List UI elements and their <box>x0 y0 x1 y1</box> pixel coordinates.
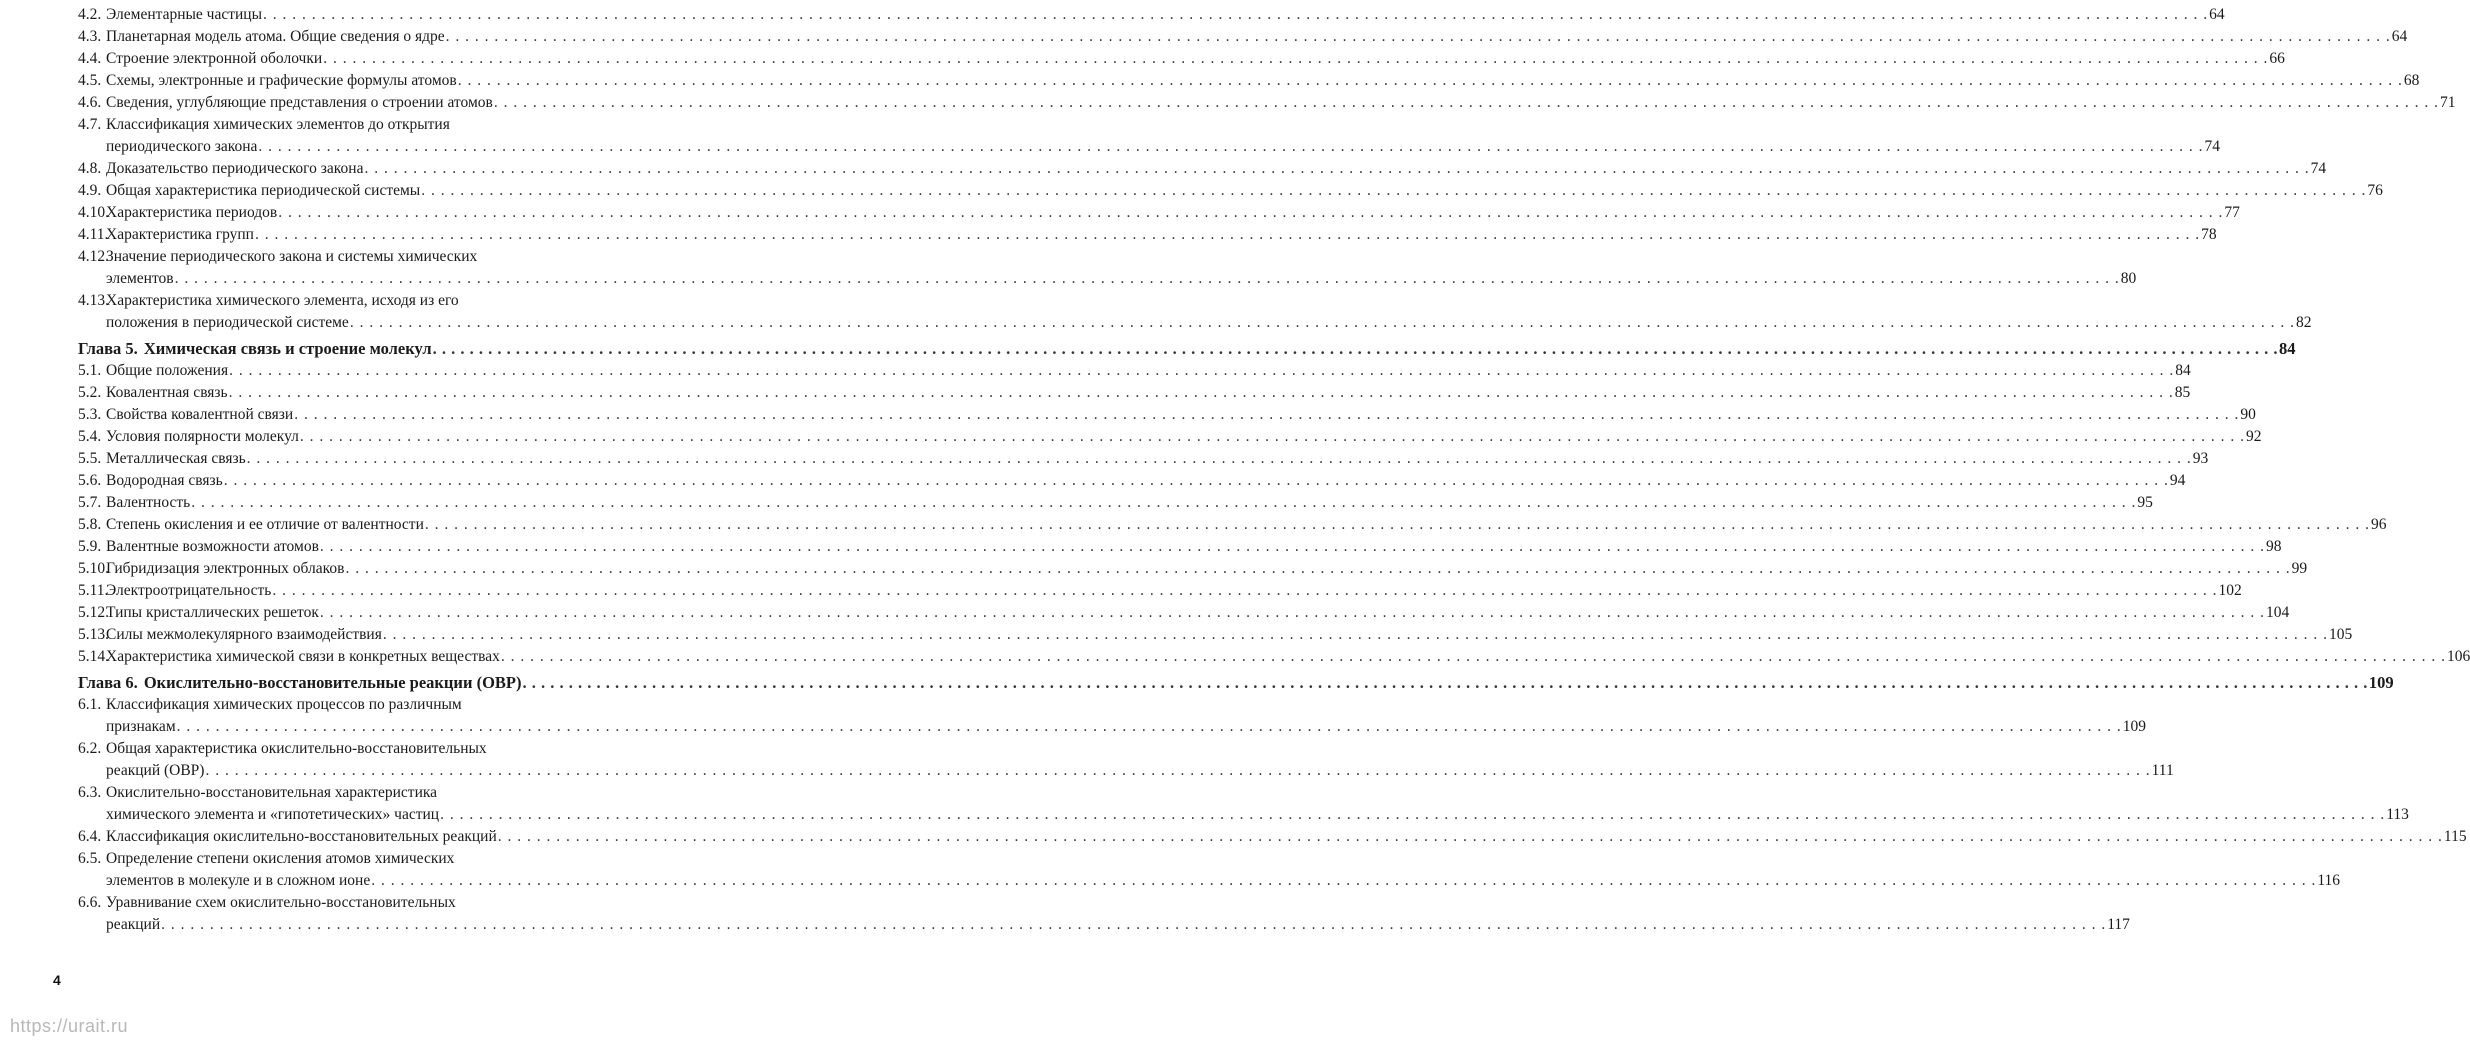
toc-entry-line <box>106 514 2387 536</box>
toc-page-number: 64 <box>2391 28 2408 45</box>
toc-entry-number: 4.13. <box>78 292 109 309</box>
toc-entry-number: 4.6. <box>78 94 102 111</box>
toc-page-number: 71 <box>2439 94 2456 111</box>
toc-section-entry <box>0 470 2186 492</box>
toc-entry-line <box>106 492 2153 514</box>
toc-section-entry <box>0 514 2387 536</box>
dot-leader: . . . . . . . . . . . . . . . . . . . . . . . . . . . . . . . . . . . . . . . . . . . . . . . . . . . . . . . . . . . . . . . . . . . . . . . . . . . . . . . . . . . . . . . . . . . . . . . . . . . . . . . . . . . . . . . . . . . . . . . . . . . . . . . . . . . . . . . . . . . . . . . . . . . . . . . . . . . . . . . . . . . . . . . . . . . . . . . . . . . . . . . . . . . . . . . . . . . . . . . . <box>228 384 2174 401</box>
toc-entry-number: Глава 6. <box>78 673 138 692</box>
toc-page-number: 96 <box>2371 516 2387 533</box>
toc-entry-number: 6.5. <box>78 850 102 867</box>
toc-section-entry <box>0 448 2209 470</box>
toc-entry-number: 5.1. <box>78 362 102 379</box>
toc-page-number: 64 <box>2209 6 2225 23</box>
toc-entry-title: Окислительно-восстановительная характеристика <box>106 784 438 801</box>
toc-entry-number: 5.12. <box>78 604 109 621</box>
toc-page-number: 117 <box>2107 916 2130 933</box>
toc-entry-line <box>106 870 2341 892</box>
toc-entry-title: Свойства ковалентной связи <box>106 406 294 423</box>
toc-chapter-entry <box>0 671 2394 694</box>
toc-page-number: 68 <box>2403 72 2420 89</box>
toc-entry-number: 5.4. <box>78 428 102 445</box>
toc-section-entry <box>0 624 2353 646</box>
toc-entry-title: Характеристика химической связи в конкретных веществах <box>106 648 500 665</box>
toc-section-entry <box>0 158 2327 180</box>
dot-leader: . . . . . . . . . . . . . . . . . . . . . . . . . . . . . . . . . . . . . . . . . . . . . . . . . . . . . . . . . . . . . . . . . . . . . . . . . . . . . . . . . . . . . . . . . . . . . . . . . . . . . . . . . . . . . . . . . . . . . . . . . . . . . . . . . . . . . . . . . . . . . . . . . . . . . . . . . . . . . . . . . . . . . . . . . . . . . . . . . . . . . . . . . . . . . . . . . . . . . . . . <box>424 516 2370 533</box>
toc-page-number: 92 <box>2246 428 2262 445</box>
watermark-url: https://urait.ru <box>10 1016 129 1036</box>
toc-page-number: 109 <box>2368 673 2394 692</box>
toc-entry-title: Определение степени окисления атомов химических <box>106 850 455 867</box>
toc-entry-title: Классификация окислительно-восстановительных реакций <box>106 828 497 845</box>
toc-page-number: 93 <box>2192 450 2209 467</box>
dot-leader: . . . . . . . . . . . . . . . . . . . . . . . . . . . . . . . . . . . . . . . . . . . . . . . . . . . . . . . . . . . . . . . . . . . . . . . . . . . . . . . . . . . . . . . . . . . . . . . . . . . . . . . . . . . . . . . . . . . . . . . . . . . . . . . . . . . . . . . . . . . . . . . . . . . . . . . . . . . . . . . . . . . . . . . . . . . . . . . . . . . . . . . . . . . . . . . . . . . . . . . . <box>457 72 2403 89</box>
toc-entry-title: Значение периодического закона и системы химических <box>106 248 478 265</box>
toc-section-entry <box>0 404 2256 426</box>
toc-page-number: 95 <box>2137 494 2153 511</box>
toc-page-number: 76 <box>2367 182 2383 199</box>
toc-entry-title: Химическая связь и строение молекул <box>143 339 432 358</box>
dot-leader: . . . . . . . . . . . . . . . . . . . . . . . . . . . . . . . . . . . . . . . . . . . . . . . . . . . . . . . . . . . . . . . . . . . . . . . . . . . . . . . . . . . . . . . . . . . . . . . . . . . . . . . . . . . . . . . . . . . . . . . . . . . . . . . . . . . . . . . . . . . . . . . . . . . . . . . . . . . . . . . . . . . . . . . . . . . . . . . . . . . . . . . . . . . . . . . . . . . . . . . . <box>432 339 2278 358</box>
toc-page-number: 82 <box>2295 314 2312 331</box>
toc-entry-line <box>106 914 2130 936</box>
toc-entry-number: Глава 5. <box>78 339 138 358</box>
toc-entry-line <box>106 48 2285 70</box>
toc-entry-number: 5.14. <box>78 648 109 665</box>
dot-leader: . . . . . . . . . . . . . . . . . . . . . . . . . . . . . . . . . . . . . . . . . . . . . . . . . . . . . . . . . . . . . . . . . . . . . . . . . . . . . . . . . . . . . . . . . . . . . . . . . . . . . . . . . . . . . . . . . . . . . . . . . . . . . . . . . . . . . . . . . . . . . . . . . . . . . . . . . . . . . . . . . . . . . . . . . . . . . . . . . . . . . . . . . . . . . . . . . . . . . . . . <box>258 138 2204 155</box>
toc-entry-line <box>106 360 2191 382</box>
toc-entry-line <box>106 426 2262 448</box>
dot-leader: . . . . . . . . . . . . . . . . . . . . . . . . . . . . . . . . . . . . . . . . . . . . . . . . . . . . . . . . . . . . . . . . . . . . . . . . . . . . . . . . . . . . . . . . . . . . . . . . . . . . . . . . . . . . . . . . . . . . . . . . . . . . . . . . . . . . . . . . . . . . . . . . . . . . . . . . . . . . . . . . . . . . . . . . . . . . . . . . . . . . . . . . . . . . . . . . . . . . . . . . <box>440 806 2386 823</box>
dot-leader: . . . . . . . . . . . . . . . . . . . . . . . . . . . . . . . . . . . . . . . . . . . . . . . . . . . . . . . . . . . . . . . . . . . . . . . . . . . . . . . . . . . . . . . . . . . . . . . . . . . . . . . . . . . . . . . . . . . . . . . . . . . . . . . . . . . . . . . . . . . . . . . . . . . . . . . . . . . . . . . . . . . . . . . . . . . . . . . . . . . . . . . . . . . . . . . . . . . . . . . . <box>500 648 2446 665</box>
toc-entry-number: 5.8. <box>78 516 102 533</box>
toc-entry-number: 4.12. <box>78 248 109 265</box>
dot-leader: . . . . . . . . . . . . . . . . . . . . . . . . . . . . . . . . . . . . . . . . . . . . . . . . . . . . . . . . . . . . . . . . . . . . . . . . . . . . . . . . . . . . . . . . . . . . . . . . . . . . . . . . . . . . . . . . . . . . . . . . . . . . . . . . . . . . . . . . . . . . . . . . . . . . . . . . . . . . . . . . . . . . . . . . . . . . . . . . . . . . . . . . . . . . . . . . . . . . . . . . <box>345 560 2291 577</box>
toc-entry-line <box>106 180 2383 202</box>
toc-page-number: 98 <box>2266 538 2282 555</box>
toc-entry-title: Планетарная модель атома. Общие сведения о ядре <box>106 28 445 45</box>
toc-entry-line <box>106 4 2225 26</box>
toc-entry-number: 4.8. <box>78 160 102 177</box>
dot-leader: . . . . . . . . . . . . . . . . . . . . . . . . . . . . . . . . . . . . . . . . . . . . . . . . . . . . . . . . . . . . . . . . . . . . . . . . . . . . . . . . . . . . . . . . . . . . . . . . . . . . . . . . . . . . . . . . . . . . . . . . . . . . . . . . . . . . . . . . . . . . . . . . . . . . . . . . . . . . . . . . . . . . . . . . . . . . . . . . . . . . . . . . . . . . . . . . . . . . . . . . <box>174 270 2120 287</box>
page-number: 4 <box>53 972 61 988</box>
toc-entry-title: реакций (ОВР) <box>106 762 205 779</box>
dot-leader: . . . . . . . . . . . . . . . . . . . . . . . . . . . . . . . . . . . . . . . . . . . . . . . . . . . . . . . . . . . . . . . . . . . . . . . . . . . . . . . . . . . . . . . . . . . . . . . . . . . . . . . . . . . . . . . . . . . . . . . . . . . . . . . . . . . . . . . . . . . . . . . . . . . . . . . . . . . . . . . . . . . . . . . . . . . . . . . . . . . . . . . . . . . . . . . . . . . . . . . . <box>278 204 2224 221</box>
toc-entry-title: Валентные возможности атомов <box>106 538 319 555</box>
toc-entry-line <box>106 404 2256 426</box>
toc-section-entry <box>0 4 2225 26</box>
toc-entry-line <box>106 268 2137 290</box>
toc-page-number: 116 <box>2317 872 2341 889</box>
toc-section-entry <box>0 246 2137 290</box>
toc-entry-title: периодического закона <box>106 138 258 155</box>
toc-page-number: 104 <box>2265 604 2290 621</box>
toc-page-number: 109 <box>2122 718 2146 735</box>
toc-entry-line <box>106 804 2409 826</box>
toc-section-entry <box>0 224 2217 246</box>
toc-page-number: 113 <box>2386 806 2409 823</box>
dot-leader: . . . . . . . . . . . . . . . . . . . . . . . . . . . . . . . . . . . . . . . . . . . . . . . . . . . . . . . . . . . . . . . . . . . . . . . . . . . . . . . . . . . . . . . . . . . . . . . . . . . . . . . . . . . . . . . . . . . . . . . . . . . . . . . . . . . . . . . . . . . . . . . . . . . . . . . . . . . . . . . . . . . . . . . . . . . . . . . . . . . . . . . . . . . . . . . . . . . . . . . . <box>272 582 2218 599</box>
toc-section-entry <box>0 580 2242 602</box>
toc-entry-line <box>106 826 2467 848</box>
toc-page-number: 78 <box>2201 226 2217 243</box>
dot-leader: . . . . . . . . . . . . . . . . . . . . . . . . . . . . . . . . . . . . . . . . . . . . . . . . . . . . . . . . . . . . . . . . . . . . . . . . . . . . . . . . . . . . . . . . . . . . . . . . . . . . . . . . . . . . . . . . . . . . . . . . . . . . . . . . . . . . . . . . . . . . . . . . . . . . . . . . . . . . . . . . . . . . . . . . . . . . . . . . . . . . . . . . . . . . . . . . . . . . . . . . <box>294 406 2240 423</box>
toc-entry-line <box>106 382 2191 404</box>
toc-entry-number: 4.4. <box>78 50 102 67</box>
toc-entry-line <box>106 602 2290 624</box>
toc-section-entry <box>0 360 2191 382</box>
toc-entry-title: признакам <box>106 718 176 735</box>
dot-leader: . . . . . . . . . . . . . . . . . . . . . . . . . . . . . . . . . . . . . . . . . . . . . . . . . . . . . . . . . . . . . . . . . . . . . . . . . . . . . . . . . . . . . . . . . . . . . . . . . . . . . . . . . . . . . . . . . . . . . . . . . . . . . . . . . . . . . . . . . . . . . . . . . . . . . . . . . . . . . . . . . . . . . . . . . . . . . . . . . . . . . . . . . . . . . . . . . . . . . . . . <box>382 626 2328 643</box>
toc-chapter-entry <box>0 337 2296 360</box>
toc-section-entry <box>0 646 2470 668</box>
toc-entry-line <box>106 716 2146 738</box>
toc-entry-title: Схемы, электронные и графические формулы атомов <box>106 72 457 89</box>
toc-entry-line <box>106 70 2420 92</box>
toc-entry-title: Общая характеристика окислительно-восстановительных <box>106 740 487 757</box>
toc-entry-title: элементов <box>106 270 174 287</box>
toc-entry-title: Валентность <box>106 494 191 511</box>
toc-section-entry <box>0 180 2383 202</box>
dot-leader: . . . . . . . . . . . . . . . . . . . . . . . . . . . . . . . . . . . . . . . . . . . . . . . . . . . . . . . . . . . . . . . . . . . . . . . . . . . . . . . . . . . . . . . . . . . . . . . . . . . . . . . . . . . . . . . . . . . . . . . . . . . . . . . . . . . . . . . . . . . . . . . . . . . . . . . . . . . . . . . . . . . . . . . . . . . . . . . . . . . . . . . . . . . . . . . . . . . . . . . . <box>299 428 2246 445</box>
toc-section-entry <box>0 782 2409 826</box>
toc-section-entry <box>0 738 2174 782</box>
toc-page-number: 99 <box>2291 560 2308 577</box>
toc-entry-line <box>106 624 2353 646</box>
toc-entry-title: Классификация химических элементов до открытия <box>106 116 450 133</box>
toc-entry-number: 6.4. <box>78 828 102 845</box>
toc-entry-line <box>106 580 2242 602</box>
toc-entry-title: Классификация химических процессов по различным <box>106 696 462 713</box>
toc-page-number: 85 <box>2174 384 2191 401</box>
dot-leader: . . . . . . . . . . . . . . . . . . . . . . . . . . . . . . . . . . . . . . . . . . . . . . . . . . . . . . . . . . . . . . . . . . . . . . . . . . . . . . . . . . . . . . . . . . . . . . . . . . . . . . . . . . . . . . . . . . . . . . . . . . . . . . . . . . . . . . . . . . . . . . . . . . . . . . . . . . . . . . . . . . . . . . . . . . . . . . . . . . . . . . . . . . . . . . . . . . . . . . . . <box>263 6 2209 23</box>
toc-entry-number: 6.2. <box>78 740 102 757</box>
toc-entry-title: Гибридизация электронных облаков <box>106 560 345 577</box>
toc-entry-number: 4.11. <box>78 226 109 243</box>
toc-entry-number: 4.2. <box>78 6 102 23</box>
toc-page-number: 115 <box>2443 828 2467 845</box>
toc-entry-line <box>106 760 2174 782</box>
toc-page-number: 74 <box>2310 160 2327 177</box>
dot-leader: . . . . . . . . . . . . . . . . . . . . . . . . . . . . . . . . . . . . . . . . . . . . . . . . . . . . . . . . . . . . . . . . . . . . . . . . . . . . . . . . . . . . . . . . . . . . . . . . . . . . . . . . . . . . . . . . . . . . . . . . . . . . . . . . . . . . . . . . . . . . . . . . . . . . . . . . . . . . . . . . . . . . . . . . . . . . . . . . . . . . . . . . . . . . . . . . . . . . . . . . <box>349 314 2295 331</box>
toc-section-entry <box>0 536 2282 558</box>
toc-entry-title: Доказательство периодического закона <box>106 160 364 177</box>
dot-leader: . . . . . . . . . . . . . . . . . . . . . . . . . . . . . . . . . . . . . . . . . . . . . . . . . . . . . . . . . . . . . . . . . . . . . . . . . . . . . . . . . . . . . . . . . . . . . . . . . . . . . . . . . . . . . . . . . . . . . . . . . . . . . . . . . . . . . . . . . . . . . . . . . . . . . . . . . . . . . . . . . . . . . . . . . . . . . . . . . . . . . . . . . . . . . . . . . . . . . . . . <box>223 472 2169 489</box>
toc-page-number: 90 <box>2240 406 2256 423</box>
toc-entry-title: положения в периодической системе <box>106 314 349 331</box>
dot-leader: . . . . . . . . . . . . . . . . . . . . . . . . . . . . . . . . . . . . . . . . . . . . . . . . . . . . . . . . . . . . . . . . . . . . . . . . . . . . . . . . . . . . . . . . . . . . . . . . . . . . . . . . . . . . . . . . . . . . . . . . . . . . . . . . . . . . . . . . . . . . . . . . . . . . . . . . . . . . . . . . . . . . . . . . . . . . . . . . . . . . . . . . . . . . . . . . . . . . . . . . <box>254 226 2201 243</box>
toc-page-number: 77 <box>2224 204 2240 221</box>
toc-entry-line <box>106 136 2221 158</box>
toc-entry-title: Условия полярности молекул <box>106 428 299 445</box>
toc-section-entry <box>0 426 2262 448</box>
toc-page-number: 105 <box>2328 626 2353 643</box>
toc-entry-title: Электроотрицательность <box>106 582 272 599</box>
toc-section-entry <box>0 492 2153 514</box>
toc-entry-number: 4.10. <box>78 204 109 221</box>
toc-entry-line <box>106 448 2209 470</box>
toc-page-number: 94 <box>2169 472 2186 489</box>
toc-entry-number: 5.7. <box>78 494 102 511</box>
toc-entry-title: Общие положения <box>106 362 229 379</box>
table-of-contents <box>0 4 2470 936</box>
dot-leader: . . . . . . . . . . . . . . . . . . . . . . . . . . . . . . . . . . . . . . . . . . . . . . . . . . . . . . . . . . . . . . . . . . . . . . . . . . . . . . . . . . . . . . . . . . . . . . . . . . . . . . . . . . . . . . . . . . . . . . . . . . . . . . . . . . . . . . . . . . . . . . . . . . . . . . . . . . . . . . . . . . . . . . . . . . . . . . . . . . . . . . . . . . . . . . . . . . . . . . . . <box>421 182 2367 199</box>
toc-page-number: 66 <box>2269 50 2285 67</box>
toc-entry-title: Металлическая связь <box>106 450 246 467</box>
toc-entry-title: Степень окисления и ее отличие от валентности <box>106 516 424 533</box>
toc-page-number: 84 <box>2278 339 2296 358</box>
toc-entry-title: реакций <box>106 916 161 933</box>
toc-section-entry <box>0 826 2467 848</box>
toc-entry-number: 6.6. <box>78 894 102 911</box>
toc-entry-title: Уравнивание схем окислительно-восстановительных <box>106 894 456 911</box>
toc-entry-number: 5.10. <box>78 560 109 577</box>
dot-leader: . . . . . . . . . . . . . . . . . . . . . . . . . . . . . . . . . . . . . . . . . . . . . . . . . . . . . . . . . . . . . . . . . . . . . . . . . . . . . . . . . . . . . . . . . . . . . . . . . . . . . . . . . . . . . . . . . . . . . . . . . . . . . . . . . . . . . . . . . . . . . . . . . . . . . . . . . . . . . . . . . . . . . . . . . . . . . . . . . . . . . . . . . . . . . . . . . . . . . . . . <box>522 673 2368 692</box>
toc-entry-title: Типы кристаллических решеток <box>106 604 319 621</box>
toc-entry-line <box>106 470 2186 492</box>
toc-section-entry <box>0 70 2420 92</box>
toc-entry-title: Окислительно-восстановительные реакции (ОВР) <box>143 673 522 692</box>
toc-entry-number: 4.3. <box>78 28 102 45</box>
toc-entry-line <box>106 558 2308 580</box>
toc-entry-number: 5.13. <box>78 626 109 643</box>
dot-leader: . . . . . . . . . . . . . . . . . . . . . . . . . . . . . . . . . . . . . . . . . . . . . . . . . . . . . . . . . . . . . . . . . . . . . . . . . . . . . . . . . . . . . . . . . . . . . . . . . . . . . . . . . . . . . . . . . . . . . . . . . . . . . . . . . . . . . . . . . . . . . . . . . . . . . . . . . . . . . . . . . . . . . . . . . . . . . . . . . . . . . . . . . . . . . . . . . . . . . . . . <box>497 828 2443 845</box>
toc-section-entry <box>0 694 2146 738</box>
dot-leader: . . . . . . . . . . . . . . . . . . . . . . . . . . . . . . . . . . . . . . . . . . . . . . . . . . . . . . . . . . . . . . . . . . . . . . . . . . . . . . . . . . . . . . . . . . . . . . . . . . . . . . . . . . . . . . . . . . . . . . . . . . . . . . . . . . . . . . . . . . . . . . . . . . . . . . . . . . . . . . . . . . . . . . . . . . . . . . . . . . . . . . . . . . . . . . . . . . . . . . . . <box>191 494 2137 511</box>
toc-entry-number: 5.5. <box>78 450 102 467</box>
toc-section-entry <box>0 290 2312 334</box>
toc-entry-line <box>106 312 2312 334</box>
dot-leader: . . . . . . . . . . . . . . . . . . . . . . . . . . . . . . . . . . . . . . . . . . . . . . . . . . . . . . . . . . . . . . . . . . . . . . . . . . . . . . . . . . . . . . . . . . . . . . . . . . . . . . . . . . . . . . . . . . . . . . . . . . . . . . . . . . . . . . . . . . . . . . . . . . . . . . . . . . . . . . . . . . . . . . . . . . . . . . . . . . . . . . . . . . . . . . . . . . . . . . . . <box>371 872 2317 889</box>
toc-entry-title: Водородная связь <box>106 472 223 489</box>
dot-leader: . . . . . . . . . . . . . . . . . . . . . . . . . . . . . . . . . . . . . . . . . . . . . . . . . . . . . . . . . . . . . . . . . . . . . . . . . . . . . . . . . . . . . . . . . . . . . . . . . . . . . . . . . . . . . . . . . . . . . . . . . . . . . . . . . . . . . . . . . . . . . . . . . . . . . . . . . . . . . . . . . . . . . . . . . . . . . . . . . . . . . . . . . . . . . . . . . . . . . . . . <box>493 94 2439 111</box>
dot-leader: . . . . . . . . . . . . . . . . . . . . . . . . . . . . . . . . . . . . . . . . . . . . . . . . . . . . . . . . . . . . . . . . . . . . . . . . . . . . . . . . . . . . . . . . . . . . . . . . . . . . . . . . . . . . . . . . . . . . . . . . . . . . . . . . . . . . . . . . . . . . . . . . . . . . . . . . . . . . . . . . . . . . . . . . . . . . . . . . . . . . . . . . . . . . . . . . . . . . . . . . <box>229 362 2175 379</box>
toc-entry-line <box>106 158 2327 180</box>
toc-entry-title: элементов в молекуле и в сложном ионе <box>106 872 371 889</box>
toc-page-number: 84 <box>2175 362 2191 379</box>
toc-entry-line <box>106 646 2470 668</box>
toc-entry-number: 4.5. <box>78 72 102 89</box>
toc-entry-number: 5.3. <box>78 406 102 423</box>
toc-section-entry <box>0 48 2285 70</box>
toc-entry-title: Характеристика групп <box>106 226 254 243</box>
toc-entry-number: 5.11. <box>78 582 109 599</box>
dot-leader: . . . . . . . . . . . . . . . . . . . . . . . . . . . . . . . . . . . . . . . . . . . . . . . . . . . . . . . . . . . . . . . . . . . . . . . . . . . . . . . . . . . . . . . . . . . . . . . . . . . . . . . . . . . . . . . . . . . . . . . . . . . . . . . . . . . . . . . . . . . . . . . . . . . . . . . . . . . . . . . . . . . . . . . . . . . . . . . . . . . . . . . . . . . . . . . . . . . . . . . . <box>246 450 2192 467</box>
dot-leader: . . . . . . . . . . . . . . . . . . . . . . . . . . . . . . . . . . . . . . . . . . . . . . . . . . . . . . . . . . . . . . . . . . . . . . . . . . . . . . . . . . . . . . . . . . . . . . . . . . . . . . . . . . . . . . . . . . . . . . . . . . . . . . . . . . . . . . . . . . . . . . . . . . . . . . . . . . . . . . . . . . . . . . . . . . . . . . . . . . . . . . . . . . . . . . . . . . . . . . . . <box>445 28 2391 45</box>
dot-leader: . . . . . . . . . . . . . . . . . . . . . . . . . . . . . . . . . . . . . . . . . . . . . . . . . . . . . . . . . . . . . . . . . . . . . . . . . . . . . . . . . . . . . . . . . . . . . . . . . . . . . . . . . . . . . . . . . . . . . . . . . . . . . . . . . . . . . . . . . . . . . . . . . . . . . . . . . . . . . . . . . . . . . . . . . . . . . . . . . . . . . . . . . . . . . . . . . . . . . . . . <box>205 762 2151 779</box>
toc-section-entry <box>0 892 2130 936</box>
dot-leader: . . . . . . . . . . . . . . . . . . . . . . . . . . . . . . . . . . . . . . . . . . . . . . . . . . . . . . . . . . . . . . . . . . . . . . . . . . . . . . . . . . . . . . . . . . . . . . . . . . . . . . . . . . . . . . . . . . . . . . . . . . . . . . . . . . . . . . . . . . . . . . . . . . . . . . . . . . . . . . . . . . . . . . . . . . . . . . . . . . . . . . . . . . . . . . . . . . . . . . . . <box>323 50 2269 67</box>
toc-entry-title: Ковалентная связь <box>106 384 228 401</box>
toc-entry-title: Строение электронной оболочки <box>106 50 323 67</box>
toc-entry-line <box>106 26 2408 48</box>
toc-entry-number: 5.2. <box>78 384 102 401</box>
toc-entry-line <box>106 536 2282 558</box>
dot-leader: . . . . . . . . . . . . . . . . . . . . . . . . . . . . . . . . . . . . . . . . . . . . . . . . . . . . . . . . . . . . . . . . . . . . . . . . . . . . . . . . . . . . . . . . . . . . . . . . . . . . . . . . . . . . . . . . . . . . . . . . . . . . . . . . . . . . . . . . . . . . . . . . . . . . . . . . . . . . . . . . . . . . . . . . . . . . . . . . . . . . . . . . . . . . . . . . . . . . . . . . <box>176 718 2122 735</box>
toc-entry-line <box>106 224 2217 246</box>
toc-entry-number: 6.1. <box>78 696 102 713</box>
toc-page-number: 106 <box>2446 648 2470 665</box>
toc-section-entry <box>0 382 2191 404</box>
toc-section-entry <box>0 558 2308 580</box>
toc-entry-number: 5.9. <box>78 538 102 555</box>
toc-entry-title: Общая характеристика периодической системы <box>106 182 421 199</box>
toc-entry-number: 6.3. <box>78 784 102 801</box>
toc-entry-title: Характеристика химического элемента, исходя из его <box>106 292 459 309</box>
toc-page-number: 74 <box>2204 138 2221 155</box>
dot-leader: . . . . . . . . . . . . . . . . . . . . . . . . . . . . . . . . . . . . . . . . . . . . . . . . . . . . . . . . . . . . . . . . . . . . . . . . . . . . . . . . . . . . . . . . . . . . . . . . . . . . . . . . . . . . . . . . . . . . . . . . . . . . . . . . . . . . . . . . . . . . . . . . . . . . . . . . . . . . . . . . . . . . . . . . . . . . . . . . . . . . . . . . . . . . . . . . . . . . . . . . <box>319 538 2266 555</box>
toc-page-number: 111 <box>2151 762 2174 779</box>
toc-entry-title: Характеристика периодов <box>106 204 278 221</box>
toc-entry-line <box>106 92 2456 114</box>
toc-entry-title: химического элемента и «гипотетических» частиц <box>106 806 440 823</box>
toc-page-number: 80 <box>2120 270 2137 287</box>
toc-entry-number: 5.6. <box>78 472 102 489</box>
dot-leader: . . . . . . . . . . . . . . . . . . . . . . . . . . . . . . . . . . . . . . . . . . . . . . . . . . . . . . . . . . . . . . . . . . . . . . . . . . . . . . . . . . . . . . . . . . . . . . . . . . . . . . . . . . . . . . . . . . . . . . . . . . . . . . . . . . . . . . . . . . . . . . . . . . . . . . . . . . . . . . . . . . . . . . . . . . . . . . . . . . . . . . . . . . . . . . . . . . . . . . . . <box>319 604 2265 621</box>
toc-entry-line <box>78 337 2296 360</box>
toc-entry-title: Элементарные частицы <box>106 6 263 23</box>
toc-entry-number: 4.7. <box>78 116 102 133</box>
dot-leader: . . . . . . . . . . . . . . . . . . . . . . . . . . . . . . . . . . . . . . . . . . . . . . . . . . . . . . . . . . . . . . . . . . . . . . . . . . . . . . . . . . . . . . . . . . . . . . . . . . . . . . . . . . . . . . . . . . . . . . . . . . . . . . . . . . . . . . . . . . . . . . . . . . . . . . . . . . . . . . . . . . . . . . . . . . . . . . . . . . . . . . . . . . . . . . . . . . . . . . . . <box>161 916 2107 933</box>
toc-section-entry <box>0 202 2240 224</box>
toc-section-entry <box>0 26 2408 48</box>
toc-section-entry <box>0 602 2290 624</box>
toc-entry-number: 4.9. <box>78 182 102 199</box>
toc-section-entry <box>0 92 2456 114</box>
toc-section-entry <box>0 114 2221 158</box>
toc-entry-title: Сведения, углубляющие представления о строении атомов <box>106 94 493 111</box>
toc-entry-title: Силы межмолекулярного взаимодействия <box>106 626 382 643</box>
toc-entry-line <box>78 671 2394 694</box>
dot-leader: . . . . . . . . . . . . . . . . . . . . . . . . . . . . . . . . . . . . . . . . . . . . . . . . . . . . . . . . . . . . . . . . . . . . . . . . . . . . . . . . . . . . . . . . . . . . . . . . . . . . . . . . . . . . . . . . . . . . . . . . . . . . . . . . . . . . . . . . . . . . . . . . . . . . . . . . . . . . . . . . . . . . . . . . . . . . . . . . . . . . . . . . . . . . . . . . . . . . . . . . <box>364 160 2310 177</box>
toc-section-entry <box>0 848 2341 892</box>
toc-entry-line <box>106 202 2240 224</box>
toc-page-number: 102 <box>2218 582 2242 599</box>
